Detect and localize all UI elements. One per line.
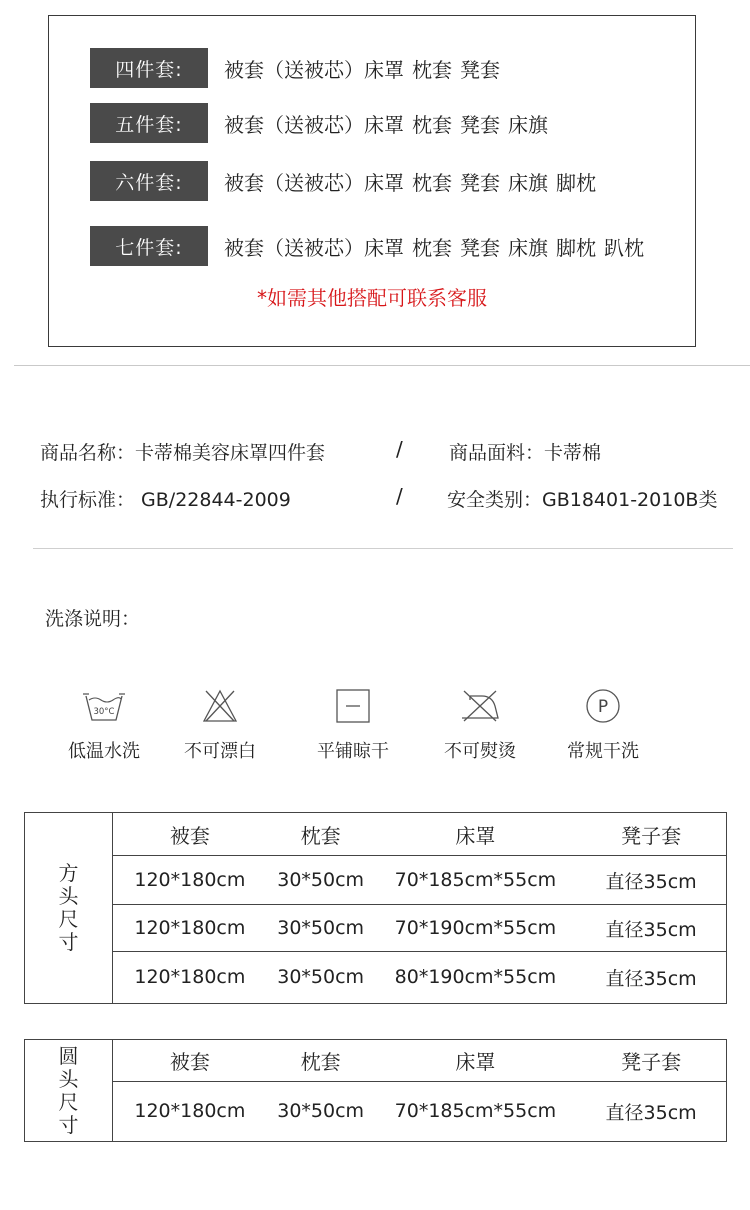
side-char: 尺 [58, 907, 79, 931]
dry-clean-p-icon [543, 686, 663, 726]
table-cell: 30*50cm [277, 1100, 365, 1122]
wash-item [293, 686, 413, 763]
set-item: 凳套 [460, 170, 500, 195]
no-bleach-icon [160, 686, 280, 726]
set-items [224, 167, 604, 196]
side-char: 寸 [58, 930, 79, 954]
table-cell: 直径35cm [605, 967, 697, 990]
product-safety: 安全类别：GB18401-2010B类 [447, 489, 718, 511]
table-row [113, 905, 726, 952]
set-items [224, 54, 508, 83]
wash-item [543, 686, 663, 763]
square-size-table [24, 812, 727, 1004]
side-char: 方 [58, 861, 79, 885]
wash-item [44, 686, 164, 763]
set-items [224, 109, 556, 138]
table-cell: 70*190cm*55cm [394, 917, 557, 939]
column-header: 床罩 [455, 1050, 496, 1074]
table-cell: 80*190cm*55cm [394, 966, 557, 988]
section-divider [14, 365, 750, 366]
set-items [224, 232, 652, 261]
table-header-row [113, 1040, 726, 1082]
set-item: 枕套 [412, 112, 452, 137]
table-cell: 120*180cm [134, 1100, 246, 1122]
side-char: 头 [58, 884, 79, 908]
table-cell: 120*180cm [134, 869, 246, 891]
info-separator: / [396, 484, 403, 508]
wash-label: 平铺晾干 [317, 741, 389, 762]
info-separator: / [396, 437, 403, 461]
table-cell: 30*50cm [277, 917, 365, 939]
table-cell: 70*185cm*55cm [394, 1100, 557, 1122]
set-item: 枕套 [412, 170, 452, 195]
set-item: 枕套 [412, 57, 452, 82]
table-side-label [25, 813, 113, 1003]
column-header: 被套 [169, 1050, 210, 1074]
side-char: 寸 [58, 1112, 79, 1137]
wash-item [160, 686, 280, 763]
no-iron-icon [420, 686, 540, 726]
set-item: 床旗 [508, 170, 548, 195]
product-name: 商品名称：卡蒂棉美容床罩四件套 [40, 442, 326, 464]
set-item: 被套（送被芯）床罩 [224, 170, 404, 195]
dry-flat-icon [293, 686, 413, 726]
round-size-table [24, 1039, 727, 1142]
product-standard: 执行标准： GB/22844-2009 [40, 489, 291, 511]
section-divider [33, 548, 733, 549]
svg-text:30°C: 30°C [93, 707, 115, 717]
table-cell: 直径35cm [605, 870, 697, 893]
side-char: 头 [58, 1066, 79, 1091]
wash-label: 不可熨烫 [444, 741, 516, 762]
set-item: 被套（送被芯）床罩 [224, 112, 404, 137]
package-sets-box [48, 15, 696, 347]
column-header: 枕套 [300, 823, 341, 848]
set-row-seven [90, 226, 652, 266]
wash-30-icon [44, 686, 164, 726]
set-tag: 四件套: [90, 48, 208, 88]
table-cell: 30*50cm [277, 869, 365, 891]
set-item: 凳套 [460, 235, 500, 260]
set-item: 床旗 [508, 235, 548, 260]
set-item: 凳套 [460, 57, 500, 82]
wash-title: 洗涤说明： [45, 608, 141, 630]
table-row [113, 1082, 726, 1140]
table-row [113, 952, 726, 1002]
set-tag: 六件套: [90, 161, 208, 201]
set-item: 床旗 [508, 112, 548, 137]
table-row [113, 856, 726, 905]
wash-label: 常规干洗 [567, 741, 639, 762]
set-item: 脚枕 [556, 170, 596, 195]
svg-text:P: P [597, 697, 609, 717]
product-fabric: 商品面料：卡蒂棉 [449, 442, 602, 464]
table-cell: 120*180cm [134, 966, 246, 988]
side-char: 尺 [58, 1089, 79, 1114]
column-header: 凳子套 [621, 1050, 682, 1074]
wash-label: 低温水洗 [68, 741, 140, 762]
set-row-four [90, 48, 508, 88]
column-header: 床罩 [455, 823, 496, 848]
set-item: 被套（送被芯）床罩 [224, 235, 404, 260]
table-cell: 70*185cm*55cm [394, 869, 557, 891]
set-item: 脚枕 [556, 235, 596, 260]
table-side-label [25, 1040, 113, 1141]
set-item: 凳套 [460, 112, 500, 137]
table-cell: 120*180cm [134, 917, 246, 939]
column-header: 凳子套 [621, 823, 682, 848]
set-item: 趴枕 [604, 235, 644, 260]
wash-label: 不可漂白 [184, 741, 256, 762]
set-tag: 七件套: [90, 226, 208, 266]
table-header-row [113, 813, 726, 856]
wash-item [420, 686, 540, 763]
set-row-five [90, 103, 556, 143]
column-header: 被套 [169, 823, 210, 848]
custom-note: *如需其他搭配可联系客服 [257, 286, 487, 310]
set-item: 枕套 [412, 235, 452, 260]
set-tag: 五件套: [90, 103, 208, 143]
table-cell: 直径35cm [605, 918, 697, 941]
side-char: 圆 [58, 1043, 79, 1068]
column-header: 枕套 [300, 1050, 341, 1074]
set-item: 被套（送被芯）床罩 [224, 57, 404, 82]
table-cell: 直径35cm [605, 1101, 697, 1124]
table-cell: 30*50cm [277, 966, 365, 988]
set-row-six [90, 161, 604, 201]
